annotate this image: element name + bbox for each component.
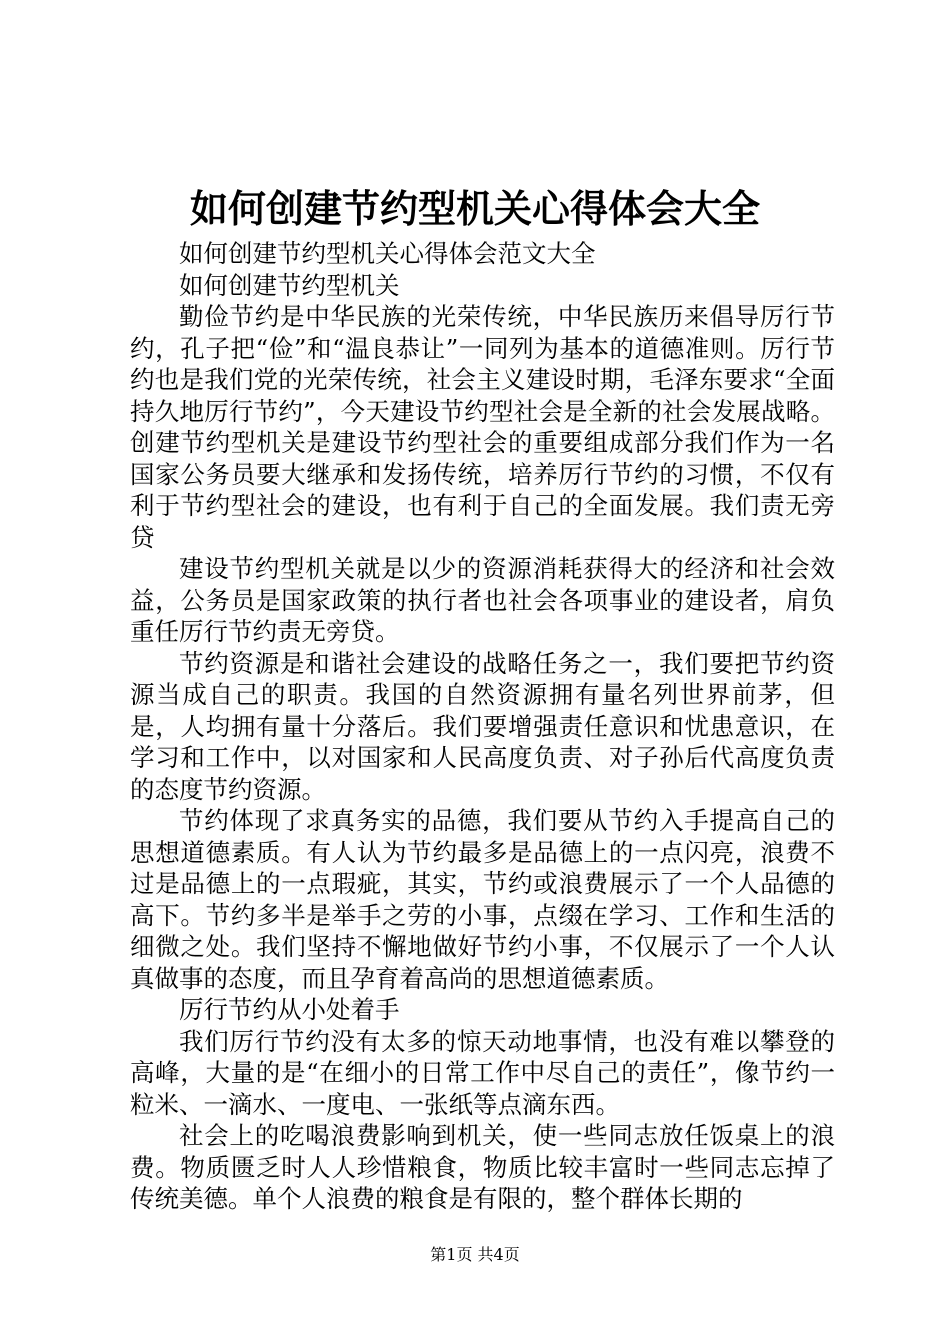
paragraph: 社会上的吃喝浪费影响到机关，使一些同志放任饭桌上的浪费。物质匮乏时人人珍惜粮食，物质比较丰富时一些同志忘掉了传统美德。单个人浪费的粮食是有限的，整个群体长期的 — [130, 1121, 835, 1213]
document-title: 如何创建节约型机关心得体会大全 — [189, 186, 760, 231]
paragraph: 建设节约型机关就是以少的资源消耗获得大的经济和社会效益，公务员是国家政策的执行者也社会各项事业的建设者，肩负重任厉行节约责无旁贷。 — [130, 554, 835, 646]
paragraph: 节约体现了求真务实的品德，我们要从节约入手提高自己的思想道德素质。有人认为节约最多是品德上的一点闪亮，浪费不过是品德上的一点瑕疵，其实，节约或浪费展示了一个人品德的高下。节约多半是举手之劳的小事，点缀在学习、工作和生活的细微之处。我们坚持不懈地做好节约小事，不仅展示了一个人认真做事的态度，而且孕育着高尚的思想道德素质。 — [130, 806, 835, 993]
page-footer: 第1页 共4页 — [430, 1245, 520, 1264]
section-heading: 厉行节约从小处着手 — [179, 995, 400, 1024]
paragraph: 勤俭节约是中华民族的光荣传统，中华民族历来倡导厉行节约，孔子把“俭”和“温良恭让”一同列为基本的道德准则。厉行节约也是我们党的光荣传统，社会主义建设时期，毛泽东要求“全面持久地厉行节约”，今天建设节约型社会是全新的社会发展战略。创建节约型机关是建设节约型社会的重要组成部分我们作为一名国家公务员要大继承和发扬传统，培养厉行节约的习惯，不仅有利于节约型社会的建设，也有利于自己的全面发展。我们责无旁贷 — [130, 302, 835, 552]
paragraph: 节约资源是和谐社会建设的战略任务之一，我们要把节约资源当成自己的职责。我国的自然资源拥有量名列世界前茅，但是，人均拥有量十分落后。我们要增强责任意识和忧患意识，在学习和工作中，以对国家和人民高度负责、对子孙后代高度负责的态度节约资源。 — [130, 648, 835, 804]
paragraph: 我们厉行节约没有太多的惊天动地事情，也没有难以攀登的高峰，大量的是“在细小的日常工作中尽自己的责任”，像节约一粒米、一滴水、一度电、一张纸等点滴东西。 — [130, 1026, 835, 1119]
document-body — [130, 238, 835, 1215]
paragraph-heading: 如何创建节约型机关 — [179, 270, 400, 300]
paragraph-subtitle: 如何创建节约型机关心得体会范文大全 — [179, 239, 596, 268]
